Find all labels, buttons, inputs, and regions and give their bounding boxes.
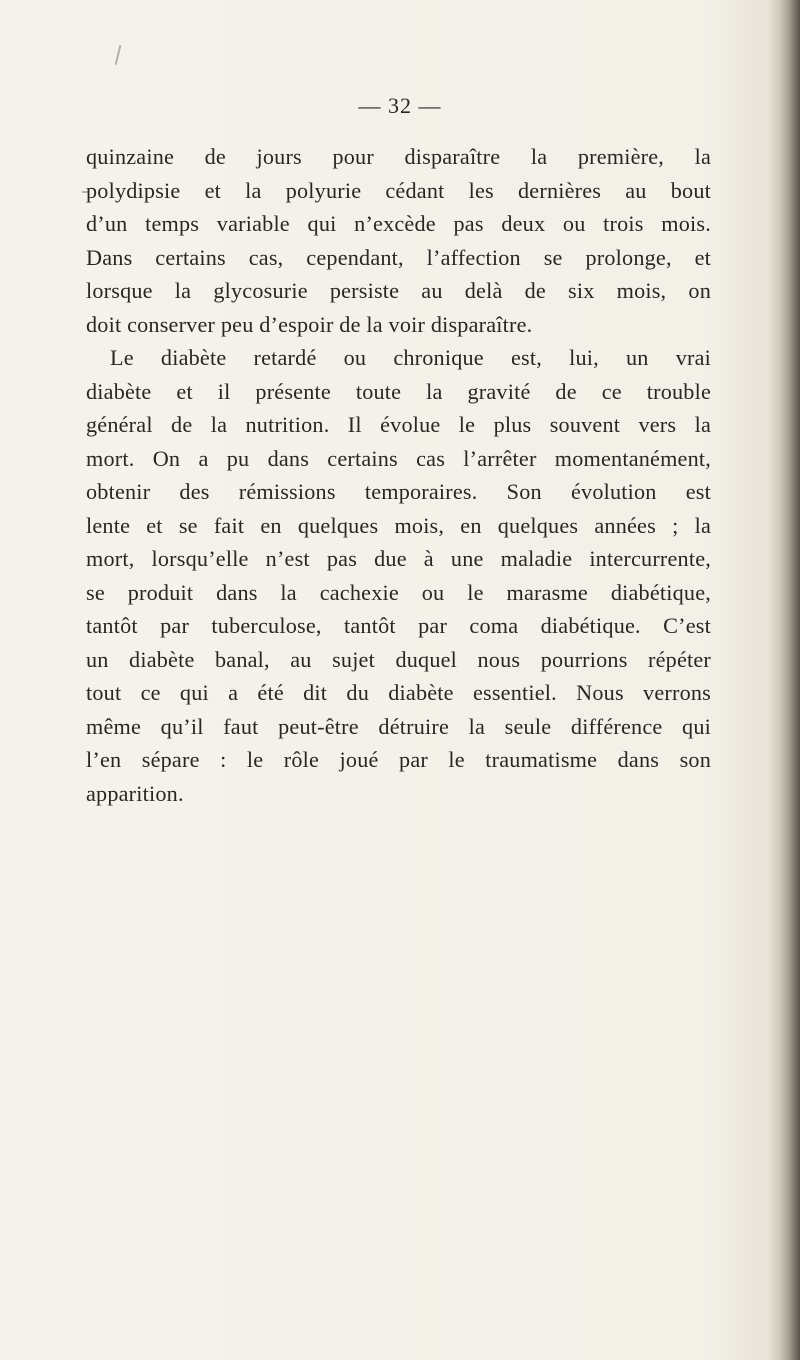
text-line-9: général de la nutrition. Il évolue le plus souvent vers la [86,412,711,437]
text-line-8: diabète et il présente toute la gravité de ce trouble [86,378,711,404]
text-line-4: Dans certains cas, cependant, l’affection se prolonge, et [86,244,711,270]
page-number: — 32 — [358,93,442,118]
text-line-6: doit conserver peu d’espoir de la voir disparaître. [86,311,533,337]
text-line-3: d’un temps variable qui n’excède pas deux ou trois mois. [86,211,711,236]
text-line-14: se produit dans la cachexie ou le marasme diabétique, [86,579,711,605]
text-line-13: mort, lorsqu’elle n’est pas due à une maladie intercurrente, [86,546,711,571]
text-line-12: lente et se fait en quelques mois, en quelques années ; la [86,512,711,538]
body-text [86,140,711,810]
text-line-19: l’en sépare : le rôle joué par le traumatisme dans son [86,747,711,772]
page-edge-shadow [780,0,800,1360]
text-line-5: lorsque la glycosurie persiste au delà de six mois, on [86,278,711,303]
text-line-2: polydipsie et la polyurie cédant les dernières au bout [86,177,711,203]
text-line-18: même qu’il faut peut-être détruire la seule différence qui [86,713,711,739]
text-line-11: obtenir des rémissions temporaires. Son évolution est [86,479,711,504]
scan-mark-top-left [115,45,122,65]
text-line-17: tout ce qui a été dit du diabète essentiel. Nous verrons [86,680,711,705]
text-line-1: quinzaine de jours pour disparaître la première, la [86,144,711,169]
text-line-7: Le diabète retardé ou chronique est, lui, un vrai [110,345,711,370]
text-line-10: mort. On a pu dans certains cas l’arrêter momentanément, [86,445,711,471]
text-line-15: tantôt par tuberculose, tantôt par coma diabétique. C’est [86,613,711,638]
text-line-20: apparition. [86,780,184,806]
text-line-16: un diabète banal, au sujet duquel nous pourrions répéter [86,646,711,672]
